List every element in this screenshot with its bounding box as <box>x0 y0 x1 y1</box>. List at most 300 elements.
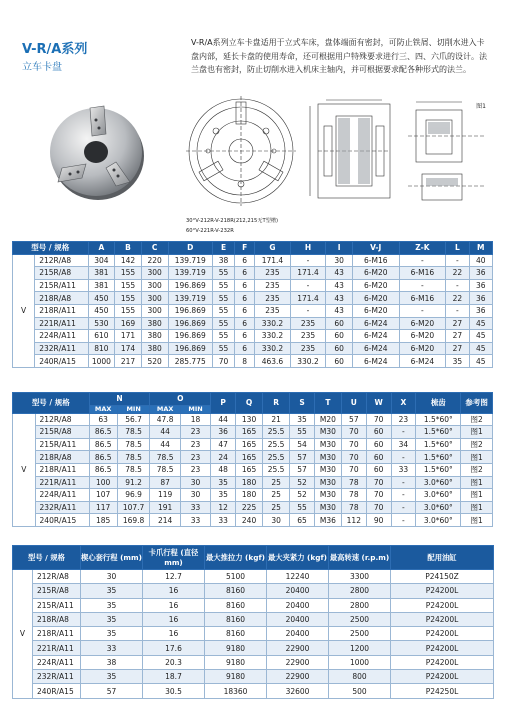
table-cell: 33 <box>81 641 143 655</box>
table-cell: - <box>391 426 416 439</box>
column-header: O <box>150 393 211 406</box>
table-cell: 52 <box>290 489 315 502</box>
table-cell: 1.5*60° <box>416 451 461 464</box>
table-row <box>13 342 493 355</box>
table-cell: 130 <box>236 413 263 426</box>
column-header: 最大夹紧力 (kgf) <box>267 546 329 570</box>
table-cell: 6-M20 <box>399 330 446 343</box>
table-cell: 235 <box>255 267 291 280</box>
table-cell: - <box>399 254 446 267</box>
table-cell: 30 <box>180 476 210 489</box>
model-cell: 224R/A11 <box>33 655 81 669</box>
column-header: 最高转速 (r.p.m) <box>329 546 391 570</box>
table-cell: 33 <box>180 501 210 514</box>
table-cell: 36 <box>469 292 492 305</box>
model-cell: 224R/A11 <box>35 489 89 502</box>
table-cell: 6 <box>235 317 255 330</box>
table-cell: - <box>290 254 326 267</box>
table-cell: 35 <box>211 489 236 502</box>
table-cell: 17.6 <box>143 641 205 655</box>
table-cell: P24200L <box>391 612 494 626</box>
column-header: G <box>255 242 291 255</box>
table-cell: M30 <box>314 451 341 464</box>
table-cell: 78.5 <box>117 463 150 476</box>
table-row <box>13 627 494 641</box>
table-cell: 6 <box>235 292 255 305</box>
table-cell: 6-M24 <box>352 317 399 330</box>
table-cell: P24200L <box>391 670 494 684</box>
table-cell: 86.5 <box>89 426 117 439</box>
table-cell: 155 <box>115 304 142 317</box>
column-header: F <box>235 242 255 255</box>
table-cell: 20400 <box>267 612 329 626</box>
table-row <box>13 598 494 612</box>
table-cell: 520 <box>141 355 168 368</box>
table-cell: 70 <box>366 476 391 489</box>
table-row <box>13 476 493 489</box>
table-row <box>13 304 493 317</box>
table-cell: 3300 <box>329 570 391 584</box>
table-cell: - <box>290 304 326 317</box>
table-cell: 117 <box>89 501 117 514</box>
table-cell: 35 <box>81 627 143 641</box>
table-cell: 60 <box>366 426 391 439</box>
table-cell: 70 <box>341 463 366 476</box>
table-cell: 9180 <box>205 670 267 684</box>
table-cell: 165 <box>236 438 263 451</box>
column-header: 梳齿 <box>416 393 461 414</box>
model-cell: 224R/A11 <box>35 330 88 343</box>
drawing-note-1: 30°V-212R-V-218R(212,215无T型槽) <box>186 218 279 224</box>
table-cell: 78.5 <box>117 426 150 439</box>
table-cell: 1000 <box>88 355 115 368</box>
table-cell: 45 <box>469 317 492 330</box>
table-cell: 18.7 <box>143 670 205 684</box>
table-cell: 169 <box>115 317 142 330</box>
table-cell: M30 <box>314 501 341 514</box>
model-cell: 218R/A11 <box>35 304 88 317</box>
table-cell: - <box>391 514 416 527</box>
table-cell: - <box>446 254 469 267</box>
table-cell: 33 <box>211 514 236 527</box>
table-cell: 35 <box>81 670 143 684</box>
table-cell: - <box>399 304 446 317</box>
table-row <box>13 451 493 464</box>
model-cell: 212R/A8 <box>35 254 88 267</box>
table-cell: 155 <box>115 267 142 280</box>
table-cell: 6-M20 <box>352 267 399 280</box>
table-cell: 60 <box>326 342 353 355</box>
table-cell: 155 <box>115 292 142 305</box>
column-header: E <box>212 242 234 255</box>
table-cell: 530 <box>88 317 115 330</box>
table-cell: M20 <box>314 413 341 426</box>
table-cell: 44 <box>211 413 236 426</box>
table-cell: P24250L <box>391 684 494 698</box>
table-cell: M30 <box>314 476 341 489</box>
model-cell: 221R/A11 <box>35 317 88 330</box>
model-cell: 218R/A8 <box>35 451 89 464</box>
table-cell: 30.5 <box>143 684 205 698</box>
table-cell: 22900 <box>267 641 329 655</box>
table-cell: 57 <box>290 463 315 476</box>
table-row <box>13 489 493 502</box>
table-cell: 36 <box>469 267 492 280</box>
table-cell: 6 <box>235 342 255 355</box>
table-cell: 57 <box>290 451 315 464</box>
table-cell: 235 <box>255 279 291 292</box>
table-cell: 5100 <box>205 570 267 584</box>
model-cell: 215R/A11 <box>35 279 88 292</box>
table-cell: 8160 <box>205 612 267 626</box>
table-cell: 57 <box>341 413 366 426</box>
table-cell: 6-M24 <box>352 355 399 368</box>
table-cell: - <box>446 279 469 292</box>
table-cell: 35 <box>290 413 315 426</box>
table-cell: 330.2 <box>255 342 291 355</box>
table-cell: 8 <box>235 355 255 368</box>
table-cell: 70 <box>366 489 391 502</box>
table-cell: 60 <box>366 438 391 451</box>
table-cell: 380 <box>141 317 168 330</box>
table-cell: 174 <box>115 342 142 355</box>
table-cell: 810 <box>88 342 115 355</box>
table-cell: 25.5 <box>263 426 290 439</box>
table-cell: 36 <box>211 426 236 439</box>
table-cell: 12 <box>211 501 236 514</box>
table-cell: 38 <box>212 254 234 267</box>
table-cell: 35 <box>81 612 143 626</box>
table-cell: 16 <box>143 598 205 612</box>
table-cell: 55 <box>212 317 234 330</box>
table-cell: 2500 <box>329 612 391 626</box>
table-cell: 20400 <box>267 627 329 641</box>
table-cell: 30 <box>180 489 210 502</box>
table-cell: 463.6 <box>255 355 291 368</box>
table-cell: 450 <box>88 292 115 305</box>
table-cell: 36 <box>469 279 492 292</box>
table-cell: 43 <box>326 292 353 305</box>
table-cell: 60 <box>326 355 353 368</box>
series-description: V-R/A系列立车卡盘适用于立式车床，盘体端面有密封，可防止铁屑、切削水进入卡盘内部，延长卡盘的使用寿命，还可根据用户特殊要求进行三、四、六爪的设计。法兰盘也有密封，防止切削水进入机床主轴内，并可根据要求配各种形式的法兰。 <box>191 38 487 74</box>
table-cell: 142 <box>115 254 142 267</box>
table-cell: 196.869 <box>168 279 212 292</box>
table-row <box>13 684 494 698</box>
model-cell: 218R/A8 <box>33 612 81 626</box>
table-cell: 16 <box>143 612 205 626</box>
table-cell: 1000 <box>329 655 391 669</box>
table-cell: 6 <box>235 304 255 317</box>
table-cell: 56.7 <box>117 413 150 426</box>
table-cell: 196.869 <box>168 304 212 317</box>
table-cell: 27 <box>446 317 469 330</box>
table-cell: P24200L <box>391 655 494 669</box>
model-cell: 215R/A8 <box>35 426 89 439</box>
table-cell: 6-M20 <box>352 304 399 317</box>
table-cell: 87 <box>150 476 180 489</box>
table-cell: - <box>446 304 469 317</box>
table-cell: 35 <box>81 584 143 598</box>
table-row <box>13 267 493 280</box>
table-row <box>13 317 493 330</box>
table-cell: 22 <box>446 267 469 280</box>
table-cell: 96.9 <box>117 489 150 502</box>
table-cell: 55 <box>212 267 234 280</box>
table-row <box>13 514 493 527</box>
table-cell: 54 <box>290 438 315 451</box>
table-cell: 107 <box>89 489 117 502</box>
table-cell: 44 <box>150 426 180 439</box>
table-cell: 图1 <box>461 514 493 527</box>
table-row <box>13 584 494 598</box>
column-header: M <box>469 242 492 255</box>
table-row <box>13 426 493 439</box>
table-cell: 35 <box>446 355 469 368</box>
table-cell: 27 <box>446 330 469 343</box>
table-cell: 1.5*60° <box>416 426 461 439</box>
column-header: L <box>446 242 469 255</box>
table-cell: 381 <box>88 267 115 280</box>
table-cell: 78.5 <box>117 451 150 464</box>
column-header: Z-K <box>399 242 446 255</box>
drawing-note-2: 60°V-221R-V-232R <box>186 228 234 234</box>
table-cell: 6-M16 <box>399 292 446 305</box>
table-cell: 8160 <box>205 584 267 598</box>
table-cell: 3.0*60° <box>416 476 461 489</box>
column-header: H <box>290 242 326 255</box>
model-cell: 221R/A11 <box>35 476 89 489</box>
column-header: 配用油缸 <box>391 546 494 570</box>
table-cell: 55 <box>212 330 234 343</box>
table-cell: 47.8 <box>150 413 180 426</box>
table-cell: 500 <box>329 684 391 698</box>
column-header: 型号 / 规格 <box>13 242 89 255</box>
table-cell: 45 <box>469 330 492 343</box>
table-cell: 70 <box>366 501 391 514</box>
table-cell: 30 <box>263 514 290 527</box>
table-cell: 45 <box>469 342 492 355</box>
table-cell: P24200L <box>391 598 494 612</box>
table-cell: 23 <box>180 426 210 439</box>
table-cell: 48 <box>211 463 236 476</box>
table-row <box>13 612 494 626</box>
table-cell: 25 <box>263 501 290 514</box>
table-cell: 45 <box>469 355 492 368</box>
table-cell: 24 <box>211 451 236 464</box>
column-header: 楔心套行程 (mm) <box>81 546 143 570</box>
model-cell: 212R/A8 <box>35 413 89 426</box>
table-cell: 240 <box>236 514 263 527</box>
dimension-table-2 <box>12 392 493 527</box>
table-cell: 25.5 <box>263 451 290 464</box>
table-cell: 22 <box>446 292 469 305</box>
dimension-table-1 <box>12 241 493 368</box>
table-row <box>13 254 493 267</box>
column-header: B <box>115 242 142 255</box>
column-header: R <box>263 393 290 414</box>
fig-label: 图1 <box>476 103 486 110</box>
table-cell: 300 <box>141 267 168 280</box>
table-cell: 139.719 <box>168 267 212 280</box>
technical-drawing <box>186 96 492 236</box>
column-header: 卡爪行程 (直径mm) <box>143 546 205 570</box>
model-cell: 218R/A11 <box>33 627 81 641</box>
table-cell: 12.7 <box>143 570 205 584</box>
table-cell: 图1 <box>461 426 493 439</box>
table-cell: 30 <box>81 570 143 584</box>
table-cell: 60 <box>366 463 391 476</box>
table-cell: 119 <box>150 489 180 502</box>
table-cell: 33 <box>391 463 416 476</box>
table-cell: 图1 <box>461 476 493 489</box>
table-cell: 60 <box>366 451 391 464</box>
table-cell: 6-M24 <box>399 355 446 368</box>
table-cell: 44 <box>150 438 180 451</box>
table-cell: 86.5 <box>89 451 117 464</box>
table-row <box>13 438 493 451</box>
table-cell: 235 <box>290 317 326 330</box>
model-cell: 240R/A15 <box>35 355 88 368</box>
series-subtitle: 立车卡盘 <box>22 62 62 73</box>
table-cell: 6-M24 <box>352 330 399 343</box>
table-cell: 33 <box>180 514 210 527</box>
table-cell: 3.0*60° <box>416 489 461 502</box>
table-cell: 300 <box>141 279 168 292</box>
table-cell: 91.2 <box>117 476 150 489</box>
table-cell: 47 <box>211 438 236 451</box>
table-cell: 78 <box>341 501 366 514</box>
table-cell: 2500 <box>329 627 391 641</box>
table-cell: 185 <box>89 514 117 527</box>
table-cell: 22900 <box>267 655 329 669</box>
table-cell: 图1 <box>461 451 493 464</box>
series-cell: V <box>13 413 36 526</box>
model-cell: 218R/A11 <box>35 463 89 476</box>
table-cell: 6-M20 <box>399 342 446 355</box>
table-cell: 43 <box>326 279 353 292</box>
column-header: A <box>88 242 115 255</box>
sub-header: MIN <box>117 405 150 413</box>
table-cell: 235 <box>255 292 291 305</box>
table-cell: 18 <box>180 413 210 426</box>
model-cell: 240R/A15 <box>33 684 81 698</box>
table-cell: 78.5 <box>117 438 150 451</box>
model-cell: 232R/A11 <box>33 670 81 684</box>
table-cell: 32600 <box>267 684 329 698</box>
column-header: W <box>366 393 391 414</box>
column-header: P <box>211 393 236 414</box>
table-cell: 20.3 <box>143 655 205 669</box>
table-cell: 225 <box>236 501 263 514</box>
table-cell: 165 <box>236 451 263 464</box>
table-cell: 70 <box>366 413 391 426</box>
table-cell: 1.5*60° <box>416 438 461 451</box>
table-cell: 36 <box>469 304 492 317</box>
table-row <box>13 501 493 514</box>
table-row <box>13 279 493 292</box>
table-cell: 55 <box>212 292 234 305</box>
column-header: V-J <box>352 242 399 255</box>
model-cell: 232R/A11 <box>35 501 89 514</box>
table-cell: - <box>391 476 416 489</box>
table-cell: 35 <box>211 476 236 489</box>
table-cell: 155 <box>115 279 142 292</box>
table-cell: 52 <box>290 476 315 489</box>
table-cell: 100 <box>89 476 117 489</box>
table-cell: 171.4 <box>255 254 291 267</box>
model-cell: 212R/A8 <box>33 570 81 584</box>
table-cell: 86.5 <box>89 463 117 476</box>
table-cell: 235 <box>290 342 326 355</box>
table-cell: M30 <box>314 438 341 451</box>
table-cell: P24200L <box>391 584 494 598</box>
table-cell: 78 <box>341 489 366 502</box>
table-cell: 220 <box>141 254 168 267</box>
column-header: N <box>89 393 150 406</box>
table-cell: 25.5 <box>263 463 290 476</box>
table-cell: 35 <box>81 598 143 612</box>
table-cell: 330.2 <box>255 317 291 330</box>
table-cell: 6-M24 <box>352 342 399 355</box>
column-header: 型号 / 规格 <box>13 546 81 570</box>
table-cell: 6 <box>235 267 255 280</box>
model-cell: 218R/A8 <box>35 292 88 305</box>
table-cell: 8160 <box>205 598 267 612</box>
table-cell: 23 <box>391 413 416 426</box>
table-cell: 6-M16 <box>352 254 399 267</box>
table-cell: 12240 <box>267 570 329 584</box>
table-cell: M30 <box>314 463 341 476</box>
table-cell: 300 <box>141 304 168 317</box>
table-cell: 65 <box>290 514 315 527</box>
table-cell: M30 <box>314 489 341 502</box>
table-row <box>13 641 494 655</box>
column-header: X <box>391 393 416 414</box>
series-title: V-R/A系列 <box>22 42 88 57</box>
table-row <box>13 670 494 684</box>
table-cell: 165 <box>236 426 263 439</box>
table-cell: 285.775 <box>168 355 212 368</box>
table-cell: 78 <box>341 476 366 489</box>
table-row <box>13 413 493 426</box>
table-cell: P24200L <box>391 641 494 655</box>
table-cell: 70 <box>341 426 366 439</box>
table-cell: 25 <box>263 489 290 502</box>
table-cell: 23 <box>180 463 210 476</box>
table-cell: 63 <box>89 413 117 426</box>
table-cell: 40 <box>469 254 492 267</box>
table-cell: 57 <box>81 684 143 698</box>
table-cell: 3.0*60° <box>416 501 461 514</box>
table-cell: 330.2 <box>255 330 291 343</box>
table-cell: 22900 <box>267 670 329 684</box>
column-header: D <box>168 242 212 255</box>
chuck-photo <box>46 90 146 208</box>
column-header: 最大推拉力 (kgf) <box>205 546 267 570</box>
table-cell: 6 <box>235 330 255 343</box>
table-cell: 107.7 <box>117 501 150 514</box>
table-cell: M36 <box>314 514 341 527</box>
table-cell: 图2 <box>461 438 493 451</box>
table-cell: 6-M16 <box>399 267 446 280</box>
table-cell: 30 <box>326 254 353 267</box>
table-cell: 16 <box>143 584 205 598</box>
sub-header: MAX <box>150 405 180 413</box>
table-cell: 2800 <box>329 584 391 598</box>
table-cell: 171.4 <box>290 267 326 280</box>
table-cell: 2800 <box>329 598 391 612</box>
table-cell: 27 <box>446 342 469 355</box>
